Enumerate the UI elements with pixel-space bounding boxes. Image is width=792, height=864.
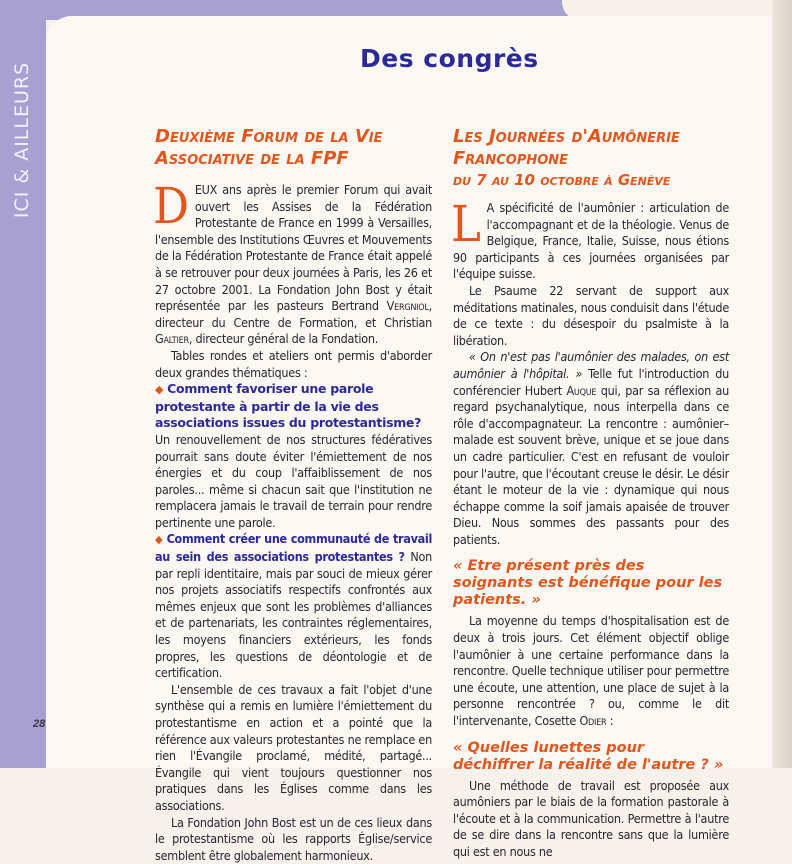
left-paragraph-2: Tables rondes et ateliers ont permis d'aborder deux grandes thématiques : — [155, 347, 432, 380]
right-heading-line1: Les Journées d'Aumônerie — [453, 126, 680, 147]
page-edge — [772, 0, 792, 768]
sidebar-label — [2, 40, 42, 240]
section-label: ICI & AILLEURS — [11, 61, 34, 219]
left-paragraph-4: ◆ Comment créer une communauté de travail au sein des associations protestantes ? Non par repli identitaire, mais par souci de mieux gérer nos projets associatifs respectifs confrontés aux mêmes enjeux que sont les problèmes d'alliances et de partenariats, les contraintes réglementaires, les moyens financiers extérieurs, les fonds propres, les questions de déontologie et de certification. — [155, 531, 433, 681]
right-paragraph-2: Le Psaume 22 servant de support aux méditations matinales, nous conduisit dans l'étude de ce texte : du désespoir du psalmiste à la libération. — [453, 282, 729, 348]
right-paragraph-5: Une méthode de travail est proposée aux aumôniers par le biais de la formation pastorale à l'écoute et à la communication. Permettre à l'autre de se dire dans la rencontre sans que la lumière qui est en nous ne — [453, 777, 729, 859]
left-column — [155, 126, 432, 864]
person-name: Galtier — [155, 331, 189, 347]
left-heading-line1: Deuxième Forum de la Vie — [155, 126, 383, 147]
left-heading-line2: Associative de la FPF — [155, 148, 349, 169]
right-heading — [453, 126, 729, 170]
page-number: 28 — [33, 718, 46, 730]
right-subheading: du 7 au 10 octobre à Genève — [453, 171, 671, 189]
left-paragraph-3: Un renouvellement de nos structures fédératives pourrait sans doute éviter l'émiettement de nos énergies et du coup l'affaiblissement de nos paroles... même si chacun sait que l'institution ne remplacera jamais le travail de terrain pour rendre pertinente une parole. — [155, 431, 432, 530]
person-name: Odier — [579, 713, 607, 729]
inline-quote: « On n'est pas l'aumônier des malades, on est aumônier à l'hôpital. » — [453, 349, 729, 381]
diamond-bullet-icon: ◆ — [155, 533, 163, 547]
question-bullet-1: ◆ Comment favoriser une parole protestante à partir de la vie des associations issues du protestantisme? — [155, 381, 422, 431]
right-paragraph-1: L A spécificité de l'aumônier : articulation de l'accompagnant et de la théologie. Venus de Belgique, France, Italie, Suisse, nous étions 90 participants à ces journées organisées par l'équipe suisse. — [451, 195, 729, 282]
sidebar — [0, 0, 46, 768]
right-column — [453, 126, 729, 861]
left-paragraph-5: L'ensemble de ces travaux a fait l'objet d'une synthèse qui a remis en lumière l'émiettement du protestantisme en action et a pointé que la référence aux valeurs protestantes ne remplace en rien l'Évangile proclamé, médité, partagé... Évangile qui vient toujours questionner nos pratiques dans les Églises comme dans les associations. — [155, 681, 432, 813]
right-paragraph-4: La moyenne du temps d'hospitalisation est de deux à trois jours. Cet élément objectif oblige l'aumônier à une certaine performance dans la rencontre. Quelle technique utiliser pour permettre une écoute, une attention, une place de sujet à la personne rencontrée ? ou, comme le dit l'intervenante, Cosette Odier : — [453, 613, 729, 729]
left-dropcap: D — [153, 177, 189, 235]
page-title: Des congrès — [360, 44, 539, 73]
quote-heading-2: « Quelles lunettes pour déchiffrer la réalité de l'autre ? » — [453, 739, 724, 773]
question-bullet-2: ◆ Comment créer une communauté de travail au sein des associations protestantes ? — [155, 531, 433, 565]
right-paragraph-3: « On n'est pas l'aumônier des malades, on est aumônier à l'hôpital. » Telle fut l'introduction du conférencier Hubert Auque qui, par sa réflexion au regard psychanalytique, nous interpella dans ce rôle d'accompagnateur. La rencontre : aumônier–malade est souvent brève, unique et se joue dans un cadre particulier. C'est en refusant de vouloir pour l'autre, que l'écoutant creuse le désir. Le désir étant le moteur de la vie : dynamique qui nous échappe comme la soif jamais apaisée de trouver Dieu. Nous sommes des passants pour des patients. — [453, 349, 729, 547]
person-name: Auque — [566, 382, 597, 398]
right-heading-line2: Francophone — [453, 148, 569, 169]
right-dropcap: L — [451, 195, 481, 253]
diamond-bullet-icon: ◆ — [155, 383, 164, 397]
left-paragraph-1: DEUX ans après le premier Forum qui avait ouvert les Assises de la Fédération Protestante de France en 1999 à Versailles, l'ensemble des Institutions Œuvres et Mouvements de la Fédération Protestante de France était appelé à se retrouver pour deux journées à Paris, les 26 et 27 octobre 2001. La Fondation John Bost y était représentée par les pasteurs Bertrand Vergniol, directeur du Centre de Formation, et Christian Galtier, directeur général de la Fondation. — [153, 177, 432, 347]
person-name: Vergniol — [386, 298, 429, 314]
left-heading — [155, 126, 432, 170]
left-paragraph-6: La Fondation John Bost est un de ces lieux dans le protestantisme où les rapports Église/service semblent être globalement harmonieux. — [155, 814, 432, 863]
quote-heading-1: « Etre présent près des soignants est bénéfique pour les patients. » — [453, 558, 723, 609]
